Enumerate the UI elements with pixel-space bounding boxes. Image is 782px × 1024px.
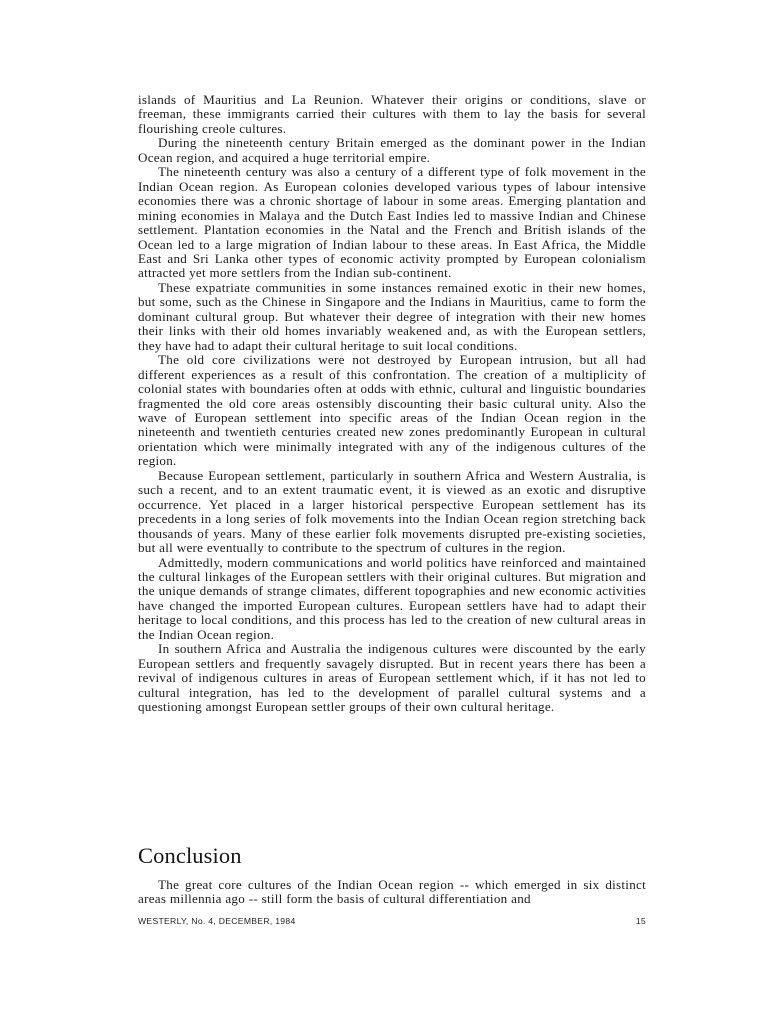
page-footer (138, 916, 646, 926)
conclusion-heading-block (138, 843, 646, 869)
paragraph-continuation: islands of Mauritius and La Reunion. Whatever their origins or conditions, slave or freeman, these immigrants carried their cultures with them to lay the basis for several flourishing creole cultures. (138, 92, 646, 136)
paragraph-conclusion-opening: The great core cultures of the Indian Ocean region -- which emerged in six distinct areas millennia ago -- still form the basis of cultural differentiation and (138, 877, 646, 907)
paragraph-modern-communications: Admittedly, modern communications and world politics have reinforced and maintained the cultural linkages of the European settlers with their original cultures. But migration and the unique demands of strange climates, different topographies and new economic activities have changed the imported European cultures. European settlers have had to adapt their heritage to local conditions, and this process has led to the creation of new cultural areas in the Indian Ocean region. (138, 554, 646, 642)
section-heading-conclusion: Conclusion (138, 843, 242, 868)
paragraph-indigenous-cultures: In southern Africa and Australia the indigenous cultures were discounted by the early European settlers and frequently savagely disrupted. But in recent years there has been a revival of indigenous cultures in areas of European settlement which, if it has not led to cultural integration, has led to the development of parallel cultural systems and a questioning amongst European settler groups of their own cultural heritage. (138, 641, 646, 715)
conclusion-paragraph-block (138, 878, 646, 907)
body-text-column (138, 93, 646, 714)
footer-citation: WESTERLY, No. 4, DECEMBER, 1984 (138, 916, 296, 926)
paragraph-european-settlement: Because European settlement, particularly in southern Africa and Western Australia, is such a recent, and to an extent traumatic event, it is viewed as an exotic and disruptive occurrence. Yet placed in a larger historical perspective European settlement has its precedents in a long series of folk movements into the Indian Ocean region stretching back thousands of years. Many of these earlier folk movements disrupted pre-existing societies, but all were eventually to contribute to the spectrum of cultures in the region. (138, 467, 646, 556)
paragraph-old-core-civilizations: The old core civilizations were not destroyed by European intrusion, but all had different experiences as a result of this confrontation. The creation of a multiplicity of colonial states with boundaries often at odds with ethnic, cultural and linguistic boundaries fragmented the old core areas ostensibly discounting their basic cultural unity. Also the wave of European settlement into specific areas of the Indian Ocean region in the nineteenth and twentieth centuries created new zones predominantly European in cultural orientation which were minimally integrated with any of the indigenous cultures of the region. (138, 352, 646, 469)
paragraph-folk-movement: The nineteenth century was also a century of a different type of folk movement in the Indian Ocean region. As European colonies developed various types of labour intensive economies there was a chronic shortage of labour in some areas. Emerging plantation and mining economies in Malaya and the Dutch East Indies led to massive Indian and Chinese settlement. Plantation economies in the Natal and the French and British islands of the Ocean led to a large migration of Indian labour to these areas. In East Africa, the Middle East and Sri Lanka other types of economic activity prompted by European colonialism attracted yet more settlers from the Indian sub-continent. (138, 164, 646, 281)
footer-page-number: 15 (635, 916, 646, 926)
paragraph-expatriate-communities: These expatriate communities in some instances remained exotic in their new homes, but some, such as the Chinese in Singapore and the Indians in Mauritius, came to form the dominant cultural group. But whatever their degree of integration with their new homes their links with their old homes invariably weakened and, as with the European settlers, they have had to adapt their cultural heritage to suit local conditions. (138, 279, 646, 353)
paragraph-british-empire: During the nineteenth century Britain emerged as the dominant power in the Indian Ocean region, and acquired a huge territorial empire. (138, 135, 646, 165)
